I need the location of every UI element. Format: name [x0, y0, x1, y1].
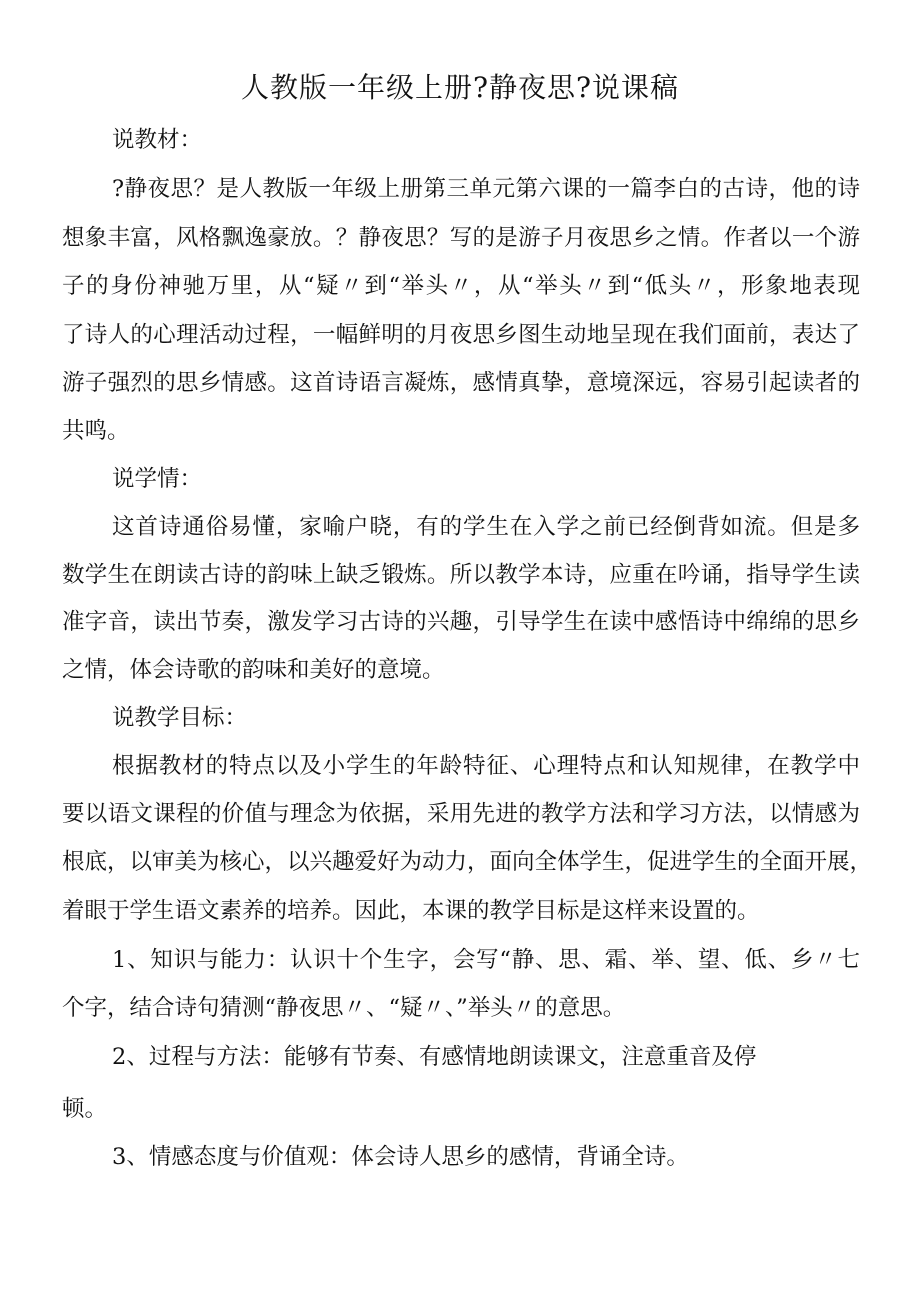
document-title: 人教版一年级上册?静夜思?说课稿: [240, 71, 680, 104]
paragraph-line: 数学生在朗读古诗的韵味上缺乏锻炼。所以教学本诗，应重在吟诵，指导学生读: [62, 562, 860, 588]
paragraph-line: 想象丰富，风格飘逸豪放。？静夜思？写的是游子月夜思乡之情。作者以一个游: [62, 225, 860, 251]
paragraph-line: 了诗人的心理活动过程，一幅鲜明的月夜思乡图生动地呈现在我们面前，表达了: [62, 322, 860, 348]
paragraph-line: 子的身份神驰万里，从“疑〃到“举头〃，从“举头〃到“低头〃，形象地表现: [62, 273, 860, 299]
goal-1-line: 1、知识与能力：认识十个生字，会写“静、思、霜、举、望、低、乡〃七: [112, 947, 860, 973]
paragraph-line: 游子强烈的思乡情感。这首诗语言凝炼，感情真挚，意境深远，容易引起读者的: [62, 370, 860, 396]
paragraph-line: ?静夜思？是人教版一年级上册第三单元第六课的一篇李白的古诗，他的诗: [112, 176, 860, 202]
paragraph-line: 准字音，读出节奏，激发学习古诗的兴趣，引导学生在读中感悟诗中绵绵的思乡: [62, 609, 860, 635]
goal-1-line: 个字，结合诗句猜测“静夜思〃、“疑〃、”举头〃的意思。: [62, 995, 626, 1021]
section-heading-mubiao: 说教学目标：: [112, 705, 248, 731]
goal-2-line: 顿。: [62, 1096, 108, 1122]
goal-2-line: 2、过程与方法：能够有节奏、有感情地朗读课文，注意重音及停: [112, 1044, 757, 1070]
goal-3-line: 3、情感态度与价值观：体会诗人思乡的感情，背诵全诗。: [112, 1144, 689, 1170]
paragraph-line: 根据教材的特点以及小学生的年龄特征、心理特点和认知规律，在教学中: [112, 753, 860, 779]
paragraph-line: 共鸣。: [62, 418, 130, 444]
paragraph-line: 根底，以审美为核心，以兴趣爱好为动力，面向全体学生，促进学生的全面开展，: [62, 849, 873, 875]
paragraph-line: 着眼于学生语文素养的培养。因此，本课的教学目标是这样来设置的。: [62, 898, 760, 924]
section-heading-xueqing: 说学情：: [112, 466, 203, 492]
paragraph-line: 要以语文课程的价值与理念为依据，采用先进的教学方法和学习方法，以情感为: [62, 801, 860, 827]
section-heading-jiaocai: 说教材：: [112, 127, 203, 153]
paragraph-line: 之情，体会诗歌的韵味和美好的意境。: [62, 657, 445, 683]
paragraph-line: 这首诗通俗易懂，家喻户晓，有的学生在入学之前已经倒背如流。但是多: [112, 514, 860, 540]
